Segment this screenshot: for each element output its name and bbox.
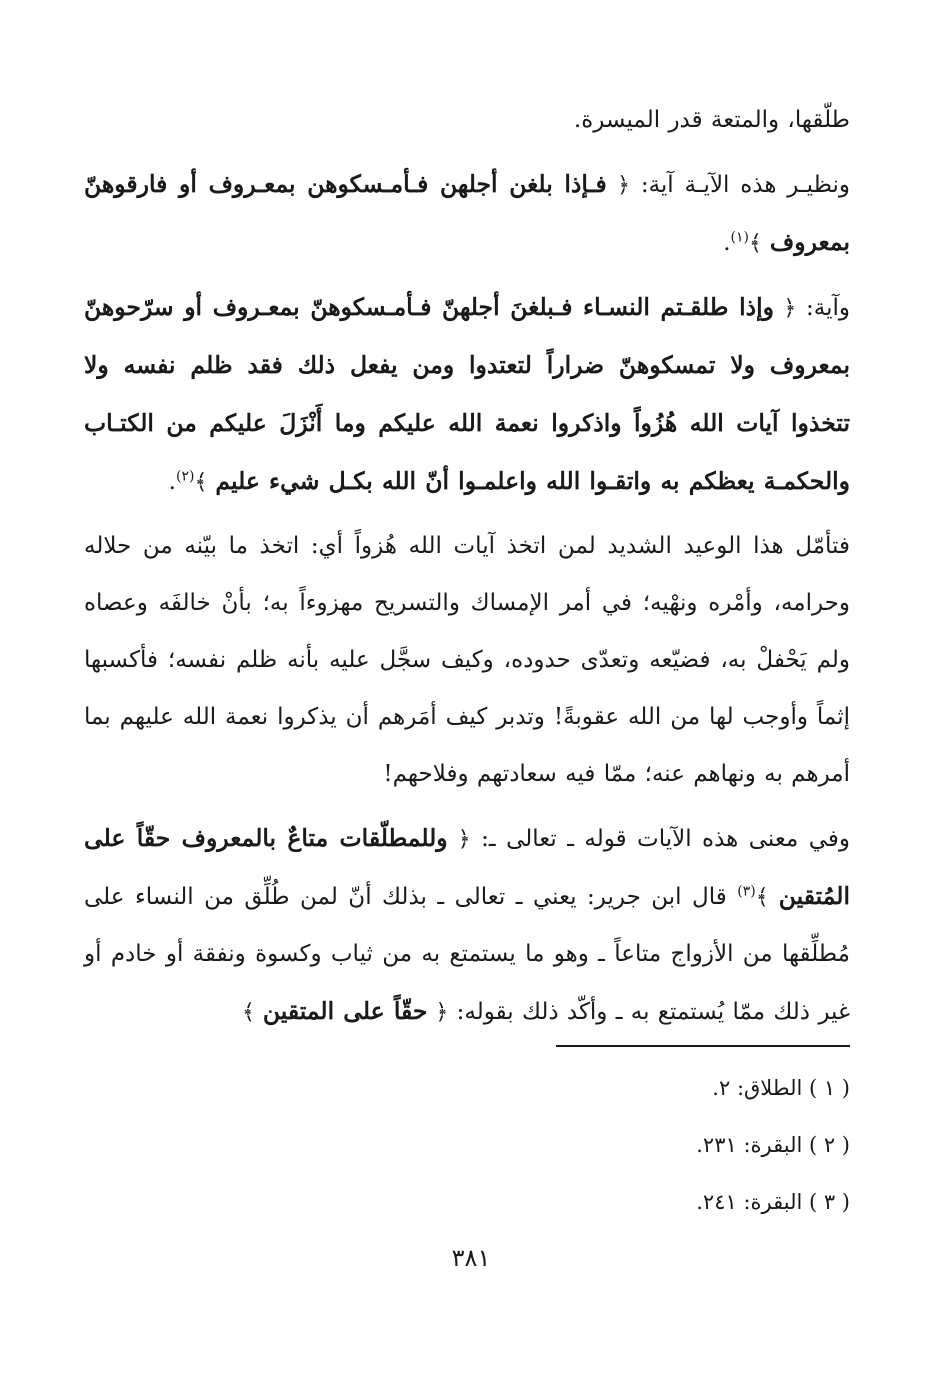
verse-close-bracket: ﴾ <box>241 1000 263 1025</box>
paragraph-3-end: . <box>168 469 176 495</box>
paragraph-2-intro: ونظيـر هذه الآيـة آية: <box>630 172 851 198</box>
verse-open-bracket: ﴿ <box>773 296 797 321</box>
footnote-2: ( ٢ ) البقرة: ٢٣١. <box>696 1133 850 1157</box>
quran-verse-3: وللمطلّقات متاعٌ بالمعروف حقّاً على المُتقين <box>84 824 850 910</box>
footnote-3: ( ٣ ) البقرة: ٢٤١. <box>696 1190 850 1214</box>
footnote-ref-3: (٣) <box>737 883 756 900</box>
verse-close-bracket: ﴾ <box>194 470 216 495</box>
verse-open-bracket: ﴿ <box>606 173 631 198</box>
footnotes <box>450 1060 850 1231</box>
quran-verse-1: فـإذا بلغن أجلهن فـأمـسكوهن بمعـروف أو فارقوهنّ بمعروف <box>84 170 850 256</box>
page-body <box>84 92 850 1048</box>
paragraph-4: فتأمّل هذا الوعيد الشديد لمن اتخذ آيات الله هُزواً أي: اتخذ ما بيّنه من حلاله وحرامه، وأمْره ونهْيه؛ في أمر الإمساك والتسريح مهزوءاً به؛ بأنْ خالفَه وعصاه ولم يَحْفلْ به، فضيّعه وتعدّى حدوده، وكيف سجَّل عليه بأنه ظلم نفسه؛ فأكسبها إثماً وأوجب لها من الله عقوبةً! وتدبر كيف أمَرهم أن يذكروا نعمة الله عليهم بما أمرهم به ونهاهم عنه؛ ممّا فيه سعادتهم وفلاحهم! <box>84 533 850 787</box>
quran-verse-2: وإذا طلقـتم النسـاء فـبلغنَ أجلهنّ فـأمـسكوهنّ بمعـروف أو سرّحوهنّ بمعروف ولا تمسكوهنّ ضراراً لتعتدوا ومن يفعل ذلك فقد ظلم نفسه ولا تتخذوا آيات الله هُزُواً واذكروا نعمة الله عليكم وما أَنْزَلَ عليكم من الكتـاب والحكمـة يعظكم به واتقـوا الله واعلمـوا أنّ الله بكـل شيء عليم <box>84 293 850 495</box>
paragraph-2 <box>84 156 850 272</box>
verse-close-bracket: ﴾ <box>755 885 779 910</box>
paragraph-5-intro: وفي معنى هذه الآيات قوله ـ تعالى ـ: <box>470 826 850 852</box>
footnote-1: ( ١ ) الطلاق: ٢. <box>712 1076 850 1100</box>
footnote-ref-1: (١) <box>730 229 749 246</box>
paragraph-2-end: . <box>723 230 731 256</box>
paragraph-1: طلّقها، والمتعة قدر الميسرة. <box>573 107 850 133</box>
quran-verse-4: حقّاً على المتقين <box>262 997 428 1025</box>
page-number: ٣٨١ <box>451 1244 491 1272</box>
paragraph-5 <box>84 810 850 1041</box>
paragraph-3-intro: وآية: <box>796 295 850 321</box>
paragraph-3 <box>84 279 850 511</box>
verse-open-bracket: ﴿ <box>427 1000 449 1025</box>
footnote-separator <box>556 1045 850 1047</box>
verse-open-bracket: ﴿ <box>447 827 471 852</box>
footnote-ref-2: (٢) <box>175 468 195 485</box>
paragraph-5-middle: قال ابن جرير: يعني ـ تعالى ـ بذلك أنّ لمن طُلِّق من النساء على مُطلِّقها من الأزواج متاعاً ـ وهو ما يستمتع به من ثياب وكسوة ونفقة أو خادم أو غير ذلك ممّا يُستمتع به ـ وأكّد ذلك بقوله: <box>84 884 850 1025</box>
verse-close-bracket: ﴾ <box>748 231 770 256</box>
